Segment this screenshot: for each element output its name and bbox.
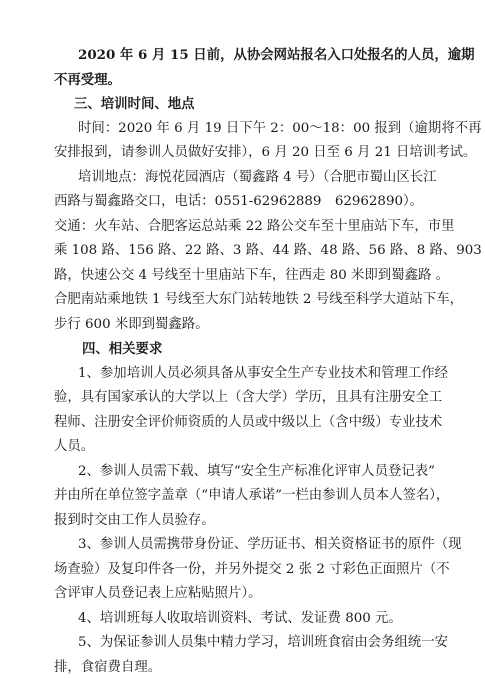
text-line: 验，具有国家承认的大学以上（含大学）学历，且具有注册安全工 <box>54 390 443 405</box>
text-line: 1、参加培训人员必须具备从事安全生产专业技术和管理工作经 <box>78 366 449 381</box>
text-line: 排，食宿费自理。 <box>54 660 162 675</box>
text-line: 西路与蜀鑫路交口，电话：0551-62962889 62962890）。 <box>54 194 424 209</box>
text-line: 乘 108 路、156 路、22 路、3 路、44 路、48 路、56 路、8 路、903 <box>54 243 482 258</box>
section-heading: 三、培训时间、地点 <box>74 96 195 112</box>
text-line: 时间：2020 年 6 月 19 日下午 2：00～18：00 报到（逾期将不再 <box>78 121 482 136</box>
text-line: 程师、注册安全评价师资质的人员或中级以上（含中级）专业技术 <box>54 415 443 430</box>
text-line: 含评审人员登记表上应粘贴照片）。 <box>54 586 262 601</box>
text-line: 合肥南站乘地铁 1 号线至大东门站转地铁 2 号线至科学大道站下车， <box>54 292 464 307</box>
text-line: 2020 年 6 月 15 日前，从协会网站报名入口处报名的人员，逾期 <box>78 47 475 63</box>
text-line: 4、培训班每人收取培训资料、考试、发证费 800 元。 <box>78 611 402 626</box>
text-line: 不再受理。 <box>54 72 121 88</box>
text-line: 报到时交由工作人员验存。 <box>54 513 215 528</box>
text-line: 场查验）及复印件各一份，并另外提交 2 张 2 寸彩色正面照片（不 <box>54 562 450 577</box>
section-heading: 四、相关要求 <box>82 341 163 357</box>
text-line: 路，快速公交 4 号线至十里庙站下车，往西走 80 米即到蜀鑫路 。 <box>54 268 449 283</box>
text-line: 3、参训人员需携带身份证、学历证书、相关资格证书的原件（现 <box>78 537 462 552</box>
text-line: 交通：火车站、合肥客运总站乘 22 路公交车至十里庙站下车，市里 <box>54 219 455 234</box>
text-line: 人员。 <box>54 439 95 454</box>
text-line: 培训地点：海悦花园酒店（蜀鑫路 4 号）（合肥市蜀山区长江 <box>78 170 437 185</box>
text-line: 安排报到，请参训人员做好安排），6 月 20 日至 6 月 21 日培训考试。 <box>54 145 477 160</box>
text-line: 2、参训人员需下载、填写“安全生产标准化评审人员登记表” <box>78 464 435 479</box>
text-line: 并由所在单位签字盖章（“申请人承诺”一栏由参训人员本人签名）， <box>54 488 450 503</box>
text-line: 5、为保证参训人员集中精力学习，培训班食宿由会务组统一安 <box>78 635 449 650</box>
text-line: 步行 600 米即到蜀鑫路。 <box>54 317 209 332</box>
